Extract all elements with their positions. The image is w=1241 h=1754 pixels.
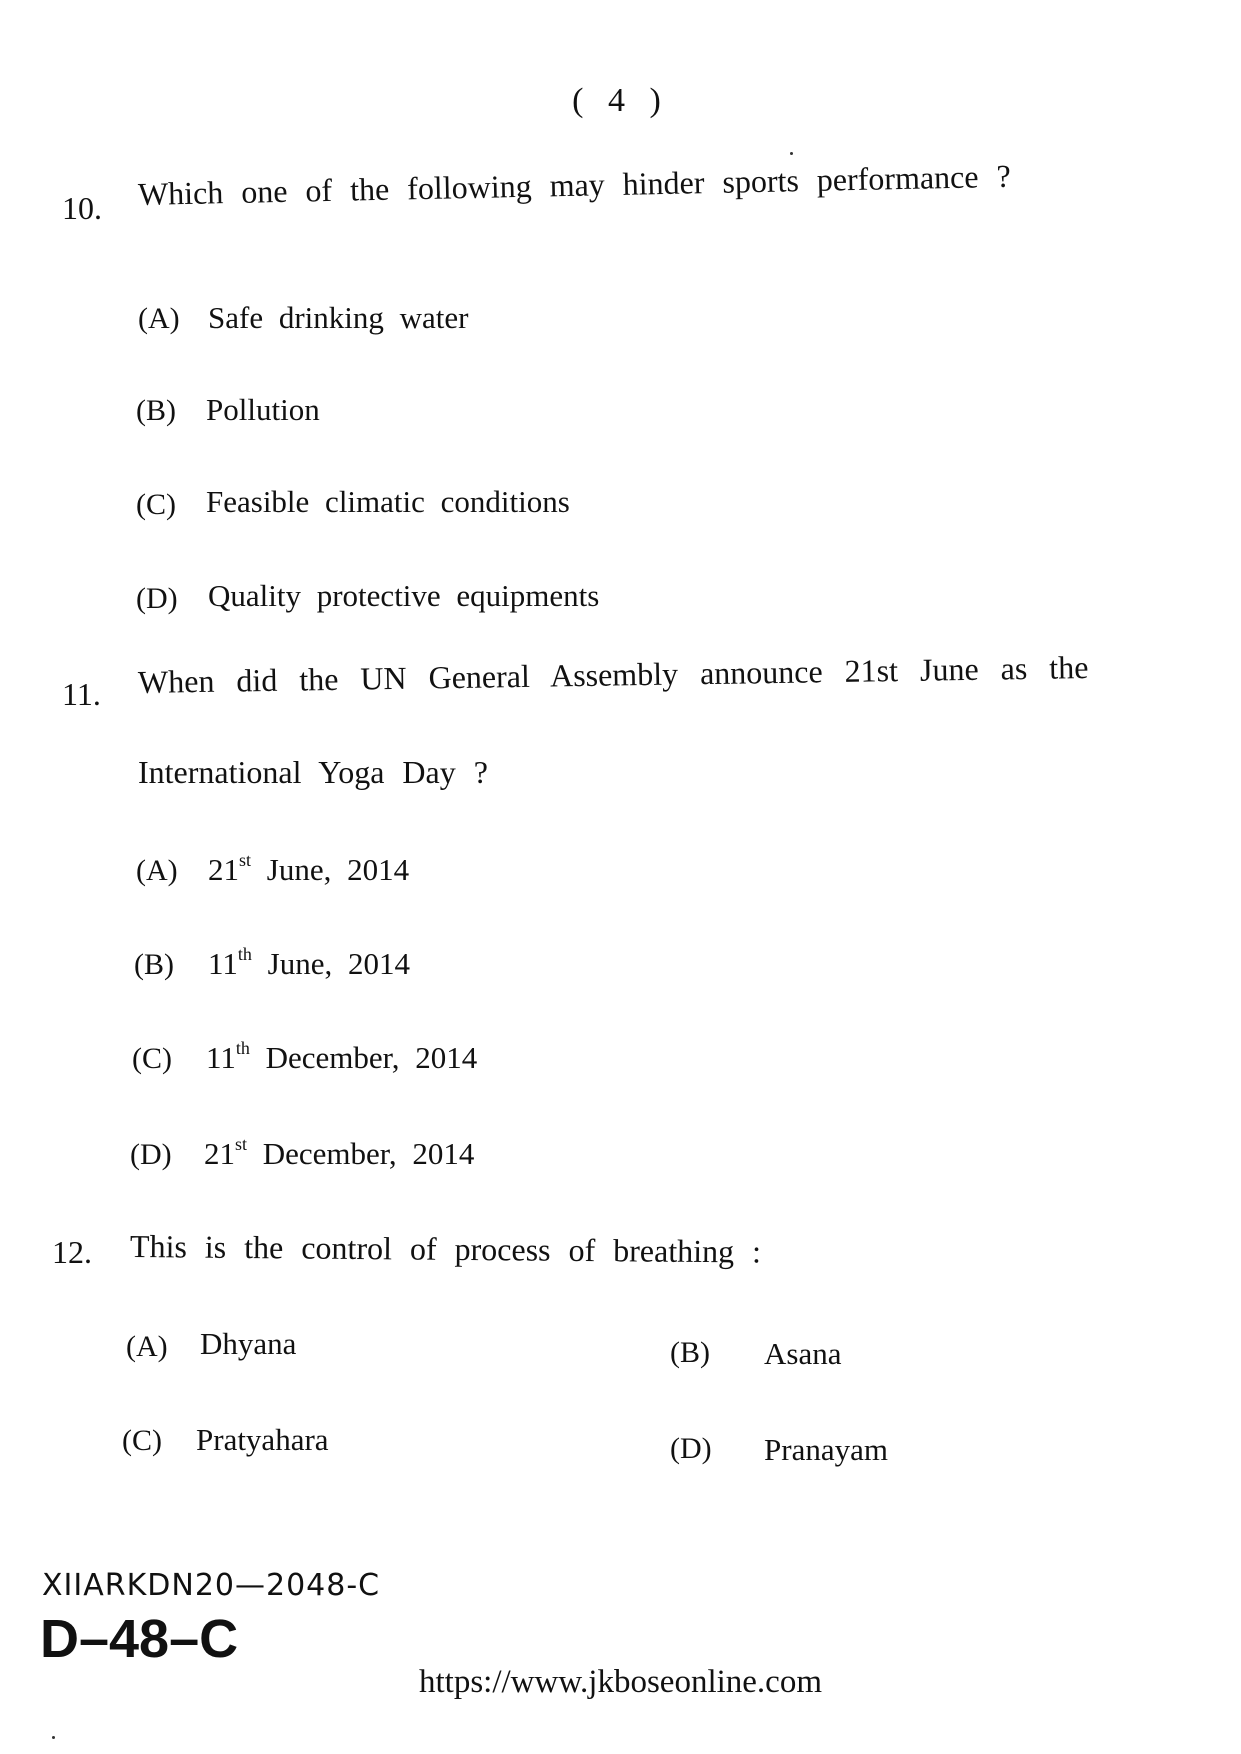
question-text-line-1: When did the UN General Assembly announce 21st June as the <box>137 649 1089 700</box>
option-letter: (B) <box>670 1336 710 1369</box>
option-letter: (B) <box>134 948 174 981</box>
option-letter: (C) <box>122 1424 162 1457</box>
question-number: 12. <box>52 1234 92 1270</box>
option-text: Asana <box>764 1336 842 1371</box>
question-text-line-2: International Yoga Day ? <box>138 754 488 790</box>
option-letter: (A) <box>136 854 178 887</box>
option-day: 11 <box>208 946 238 981</box>
option-text <box>208 946 410 982</box>
question-text: This is the control of process of breathing : <box>129 1228 762 1270</box>
option-text: Pratyahara <box>196 1422 329 1457</box>
option-letter: (C) <box>132 1042 172 1075</box>
option-letter: (D) <box>136 582 178 615</box>
scan-speck <box>790 152 793 155</box>
option-date-rest: December, 2014 <box>265 1040 478 1075</box>
option-text: Feasible climatic conditions <box>206 484 570 519</box>
question-text: Which one of the following may hinder sports performance ? <box>137 157 1012 212</box>
question-number: 10. <box>62 190 102 226</box>
website-url: https://www.jkboseonline.com <box>419 1664 822 1700</box>
option-text: Pranayam <box>764 1432 888 1467</box>
question-number: 11. <box>62 676 101 712</box>
paper-code: XIIARKDN20—2048-C <box>42 1568 381 1603</box>
option-letter: (A) <box>126 1330 168 1363</box>
option-letter: (C) <box>136 488 176 521</box>
option-letter: (D) <box>670 1432 712 1465</box>
option-date-rest: June, 2014 <box>266 852 410 887</box>
option-text: Dhyana <box>200 1326 297 1361</box>
option-text <box>206 1040 477 1076</box>
page-number: ( 4 ) <box>572 82 669 119</box>
option-day: 21 <box>204 1136 235 1171</box>
option-text <box>204 1136 474 1172</box>
option-date-rest: December, 2014 <box>262 1136 475 1171</box>
option-day-suffix: th <box>235 1038 250 1058</box>
option-letter: (D) <box>130 1138 172 1171</box>
option-date-rest: June, 2014 <box>267 946 410 981</box>
option-text: Pollution <box>206 392 320 427</box>
option-day: 11 <box>206 1040 236 1075</box>
option-day-suffix: st <box>239 850 252 870</box>
option-text <box>208 852 409 888</box>
option-day: 21 <box>208 852 239 887</box>
option-text: Safe drinking water <box>208 300 469 335</box>
set-code: D–48–C <box>40 1609 239 1669</box>
option-day-suffix: st <box>235 1134 248 1154</box>
option-letter: (B) <box>136 394 176 427</box>
option-day-suffix: th <box>237 944 252 964</box>
option-letter: (A) <box>138 302 180 335</box>
option-text: Quality protective equipments <box>208 578 600 613</box>
scan-speck <box>52 1736 55 1739</box>
